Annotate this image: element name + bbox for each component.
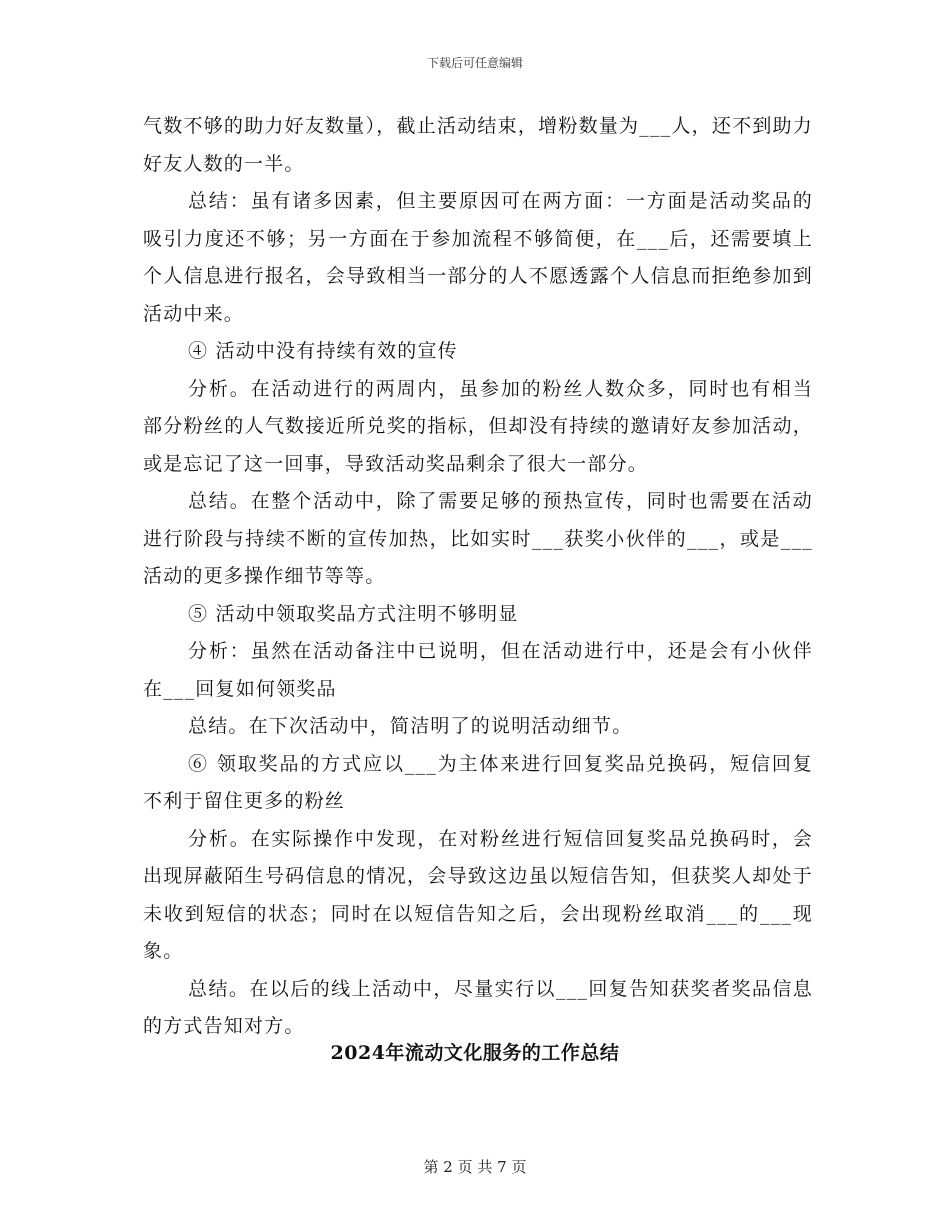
paragraph: 总结。在以后的线上活动中，尽量实行以___回复告知获奖者奖品信息的方式告知对方。 <box>143 977 813 1037</box>
paragraph: 总结：虽有诸多因素，但主要原因可在两方面：一方面是活动奖品的吸引力度还不够；另一方面在于参加流程不够简便，在___后，还需要填上个人信息进行报名，会导致相当一部分的人不愿透露个人信息而拒绝参加到活动中来。 <box>143 190 813 325</box>
page-footer: 第 2 页 共 7 页 <box>423 1158 527 1176</box>
paragraph: 分析。在活动进行的两周内，虽参加的粉丝人数众多，同时也有相当部分粉丝的人气数接近所兑奖的指标，但却没有持续的邀请好友参加活动，或是忘记了这一回事，导致活动奖品剩余了很大一部分。 <box>143 377 813 475</box>
paragraph: 总结。在整个活动中，除了需要足够的预热宣传，同时也需要在活动进行阶段与持续不断的宣传加热，比如实时___获奖小伙伴的___，或是___活动的更多操作细节等等。 <box>143 490 813 587</box>
paragraph: 分析：虽然在活动备注中已说明，但在活动进行中，还是会有小伙伴在___回复如何领奖品 <box>143 640 813 700</box>
paragraph: 总结。在下次活动中，简洁明了的说明活动细节。 <box>188 715 633 737</box>
page-header: 下载后可任意编辑 <box>426 56 523 70</box>
document-body <box>143 108 813 1046</box>
section-heading: ④ 活动中没有持续有效的宣传 <box>188 340 458 362</box>
section-heading: ⑤ 活动中领取奖品方式注明不够明显 <box>188 602 519 625</box>
section-heading: ⑥ 领取奖品的方式应以___为主体来进行回复奖品兑换码，短信回复不利于留住更多的粉丝 <box>143 752 813 812</box>
paragraph: 分析。在实际操作中发现，在对粉丝进行短信回复奖品兑换码时，会出现屏蔽陌生号码信息的情况，会导致这边虽以短信告知，但获奖人却处于未收到短信的状态；同时在以短信告知之后，会出现粉丝取消___的___现象。 <box>143 827 813 962</box>
document-title: 2024年流动文化服务的工作总结 <box>330 1042 620 1064</box>
paragraph: 气数不够的助力好友数量），截止活动结束，增粉数量为___人，还不到助力好友人数的一半。 <box>143 115 813 175</box>
